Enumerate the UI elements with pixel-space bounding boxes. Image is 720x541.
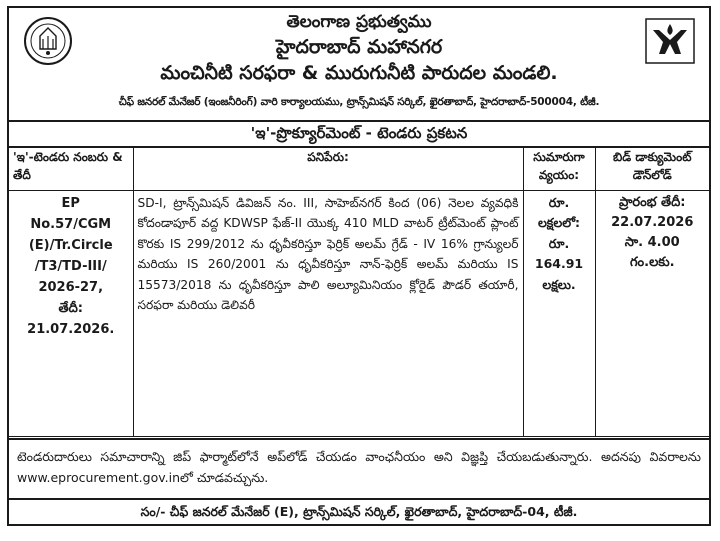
header-estimated-cost: సుమారుగా వ్యయం: — [523, 146, 595, 190]
tender-number-line: /T3/TD-III/ — [34, 258, 107, 274]
cost-unit: లక్షలు. — [542, 276, 576, 292]
cost-line: లక్షలలో: — [537, 215, 581, 230]
tender-number-cell — [9, 190, 133, 436]
header-work-name: పనిపేరు: — [133, 146, 523, 190]
start-time-unit: గం.లకు. — [629, 254, 675, 270]
estimated-cost-cell — [523, 190, 595, 436]
tender-number-line: (E)/Tr.Circle — [28, 237, 113, 253]
start-time: సా. 4.00 — [624, 234, 680, 250]
header-tender-number: 'ఇ'-టెండరు నంబరు & తేదీ — [9, 146, 133, 190]
header-office-address: చీఫ్ జనరల్ మేనేజర్ (ఇంజనీరింగ్) వారి కార్యాలయము, ట్రాన్స్‌మిషన్ సర్కిల్, ఖైరతాబాద్, హైదరాబాద్-500004, టీజీ. — [118, 96, 600, 108]
table-header-row — [9, 146, 709, 190]
tender-table — [9, 146, 709, 437]
tender-number-line: 2026-27, — [38, 279, 104, 295]
table-row — [9, 190, 709, 436]
cost-value: 164.91 — [534, 256, 584, 271]
notice-header — [9, 8, 709, 122]
start-date: 22.07.2026 — [611, 214, 694, 230]
footer-instructions: టెండరుదారులు సమాచారాన్ని జిప్ ఫార్మాట్‌లోనే అప్‌లోడ్ చేయడం వాంఛనీయం అని విజ్ఞప్తి చేయబడుతున్నారు. అదనపు వివరాలను www.eprocurement.gov.inలో చూడవచ్చును. — [9, 438, 709, 500]
signature-line: సం/- చీఫ్ జనరల్ మేనేజర్ (E), ట్రాన్స్‌మిషన్ సర్కిల్, ఖైరతాబాద్, హైదరాబాద్-04, టీజీ. — [140, 504, 578, 519]
header-board: మంచినీటి సరఫరా & మురుగునీటి పారుదల మండలి. — [160, 62, 558, 84]
tender-number-line: No.57/CGM — [30, 216, 112, 232]
tender-date-label: తేదీ: — [58, 300, 83, 316]
header-bid-download: బిడ్ డాక్యుమెంట్ డౌన్‌లోడ్ — [595, 146, 709, 190]
work-description-cell: SD-I, ట్రాన్స్‌మిషన్ డివిజన్ నం. III, సాహెబ్‌నగర్ కింద (06) నెలల వ్యవధికి కోదండాపూర్ వద్ద KDWSP ఫేజ్-II యొక్క 410 MLD వాటర్ ట్రీట్‌మెంట్ ప్లాంట్ కొరకు IS 299/2012 ను ధృవీకరిస్తూ ఫెర్రిక్ అలమ్ గ్రేడ్ - IV 16% గ్రాన్యులర్ మరియు IS 260/2001 ను ధృవీకరిస్తూ నాన్-ఫెర్రిక్ అలమ్ మరియు IS 15573/2018 ను ధృవీకరిస్తూ పాలి అల్యూమినియం క్లోరైడ్ పౌడర్ తయారీ, సరఫరా మరియు డెలివరీ — [133, 190, 523, 436]
cost-line: రూ. — [548, 194, 570, 210]
notice-title: 'ఇ'-ప్రొక్యూర్‌మెంట్ - టెండరు ప్రకటన — [9, 120, 709, 148]
cost-line: రూ. — [548, 235, 570, 251]
bid-download-cell — [595, 190, 709, 436]
tender-number-line: EP — [61, 195, 80, 211]
water-board-logo-icon — [645, 18, 695, 64]
start-date-label: ప్రారంభ తేదీ: — [619, 194, 686, 210]
tender-notice — [7, 6, 711, 526]
header-government: తెలంగాణ ప్రభుత్వము — [286, 12, 432, 32]
tender-date: 21.07.2026. — [27, 321, 115, 337]
header-city: హైదరాబాద్ మహానగర — [275, 36, 443, 58]
